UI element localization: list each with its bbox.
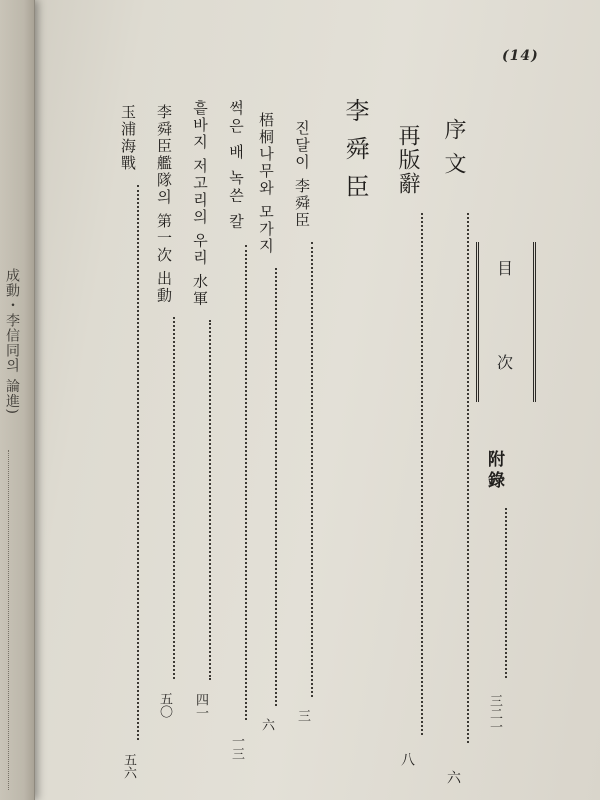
part-title-text: 李舜臣 — [341, 98, 369, 212]
toc-entry-label: 흩바지 저고리의 우리 水軍 — [191, 100, 209, 308]
toc-entry-label: 再版辭 — [395, 124, 420, 196]
toc-leader — [467, 213, 469, 743]
toc-entry-reprint-foreword — [392, 124, 423, 766]
toc-leader — [275, 268, 277, 706]
toc-entry-page: 八 — [399, 752, 415, 766]
page-number: (14) — [502, 48, 539, 64]
toc-entry-page: 四一 — [193, 692, 208, 719]
toc-entry-chapter — [118, 104, 139, 779]
toc-entry-label: 序文 — [441, 118, 466, 186]
toc-entry-page: 六 — [445, 770, 461, 784]
toc-leader — [137, 185, 139, 740]
toc-entry-label: 썩은 배 녹쓴 칼 — [227, 100, 245, 232]
toc-entry-page: 五〇 — [157, 692, 172, 719]
facing-page-rule — [8, 450, 10, 790]
toc-leader — [311, 242, 313, 697]
toc-entry-chapter — [226, 100, 247, 760]
toc-heading — [476, 242, 536, 402]
toc-entry-label: 附錄 — [484, 450, 504, 492]
toc-leader — [173, 317, 175, 679]
toc-entry-chapter — [292, 120, 313, 722]
toc-entry-page: 三 — [295, 709, 310, 723]
toc-entry-appendix — [482, 450, 507, 733]
toc-entry-page: 一三 — [229, 733, 244, 760]
toc-entry-chapter — [256, 112, 277, 731]
part-title — [338, 98, 373, 212]
toc-entry-label: 玉浦海戰 — [119, 104, 137, 172]
toc-entry-label: 梧桐나무와 모가지 — [257, 112, 275, 255]
facing-page-edge — [0, 0, 35, 800]
toc-leader — [421, 213, 423, 735]
toc-entry-chapter — [190, 100, 211, 719]
toc-leader — [245, 245, 247, 720]
facing-page-text: 成動・李信同의 論進) — [4, 268, 20, 415]
toc-leader — [505, 508, 507, 678]
toc-entry-preface — [438, 118, 469, 784]
toc-entry-chapter — [154, 104, 175, 718]
toc-heading-char-1: 目 — [497, 259, 514, 278]
toc-entry-label: 李舜臣艦隊의 第一次 出動 — [155, 104, 173, 305]
toc-leader — [209, 320, 211, 680]
toc-entry-page: 三二一 — [487, 693, 502, 733]
toc-entry-label: 진달이 李舜臣 — [293, 120, 311, 229]
toc-heading-char-2: 次 — [497, 353, 514, 372]
toc-entry-page: 六 — [259, 718, 274, 732]
toc-entry-page: 五六 — [121, 752, 136, 779]
